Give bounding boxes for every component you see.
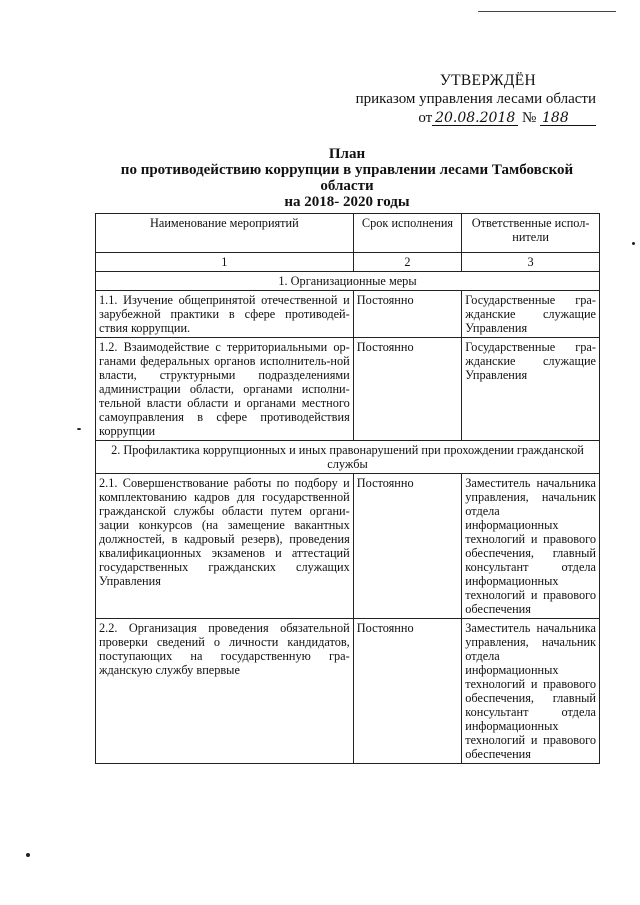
row-1-1-term: Постоянно — [353, 291, 462, 338]
header-responsible: Ответственные испол-нители — [462, 214, 600, 253]
approval-date-line — [356, 109, 596, 127]
title-line-1: План — [328, 146, 366, 162]
row-2-1-responsible: Заместитель начальника управления, начальник отдела информационных технологий и правового обеспечения, главный консультант отдела информационных технологий и правового обеспечения — [462, 474, 600, 619]
row-2-1-name: 2.1. Совершенствование работы по подбору и комплектованию кадров для государственной гражданской службы области путем органи-зации конкурсов (на замещение вакантных должностей, в кадровый резерв), проведения квалификационных экзаменов и аттестаций государственных гражданских служащих Управления — [96, 474, 354, 619]
row-1-2-term: Постоянно — [353, 338, 462, 441]
row-1-1-name: 1.1. Изучение общепринятой отечественной и зарубежной практики в сфере противодей-ствия коррупции. — [96, 291, 354, 338]
table-row — [96, 619, 600, 764]
approval-block — [356, 72, 596, 127]
table-header-row — [96, 214, 600, 253]
section-row — [96, 272, 600, 291]
table-row — [96, 338, 600, 441]
scan-speck — [77, 428, 81, 430]
scan-speck — [632, 242, 635, 245]
section-1-title: 1. Организационные меры — [96, 272, 600, 291]
column-numbers-row — [96, 253, 600, 272]
header-term: Срок исполнения — [353, 214, 462, 253]
row-1-2-name: 1.2. Взаимодействие с территориальными ор-ганами федеральных органов исполнитель-ной власти, структурными подразделениями администрации области, органами исполни-тельной власти области и органами местного самоуправления в сфере противодействия коррупции — [96, 338, 354, 441]
approval-number: 188 — [540, 111, 596, 126]
row-2-2-name: 2.2. Организация проведения обязательной проверки сведений о личности кандидатов, поступающих на государственную гра-жданскую службу впервые — [96, 619, 354, 764]
approval-order: приказом управления лесами области — [355, 91, 596, 107]
title-line-2: по противодействию коррупции в управлении лесами Тамбовской области — [120, 162, 574, 194]
header-name: Наименование мероприятий — [96, 214, 354, 253]
title-line-3: на 2018- 2020 годы — [284, 194, 410, 210]
section-row — [96, 441, 600, 474]
column-number: 1 — [96, 253, 354, 272]
row-1-1-responsible: Государственные гра-жданские служащие Управления — [462, 291, 600, 338]
approval-stamp: УТВЕРЖДЁН — [439, 72, 536, 89]
scan-speck — [26, 853, 30, 857]
row-2-1-term: Постоянно — [353, 474, 462, 619]
column-number: 2 — [353, 253, 462, 272]
document-title — [94, 146, 600, 210]
row-2-2-responsible: Заместитель начальника управления, начальник отдела информационных технологий и правового обеспечения, главный консультант отдела информационных технологий и правового обеспечения — [462, 619, 600, 764]
approval-date: 20.08.2018 — [432, 111, 518, 126]
number-prefix: № — [521, 110, 537, 126]
plan-table — [95, 213, 600, 764]
section-2-title: 2. Профилактика коррупционных и иных правонарушений при прохождении гражданской службы — [96, 441, 600, 474]
row-2-2-term: Постоянно — [353, 619, 462, 764]
date-prefix: от — [418, 110, 433, 126]
table-row — [96, 474, 600, 619]
top-rule — [478, 11, 616, 12]
column-number: 3 — [462, 253, 600, 272]
table-row — [96, 291, 600, 338]
row-1-2-responsible: Государственные гра-жданские служащие Управления — [462, 338, 600, 441]
